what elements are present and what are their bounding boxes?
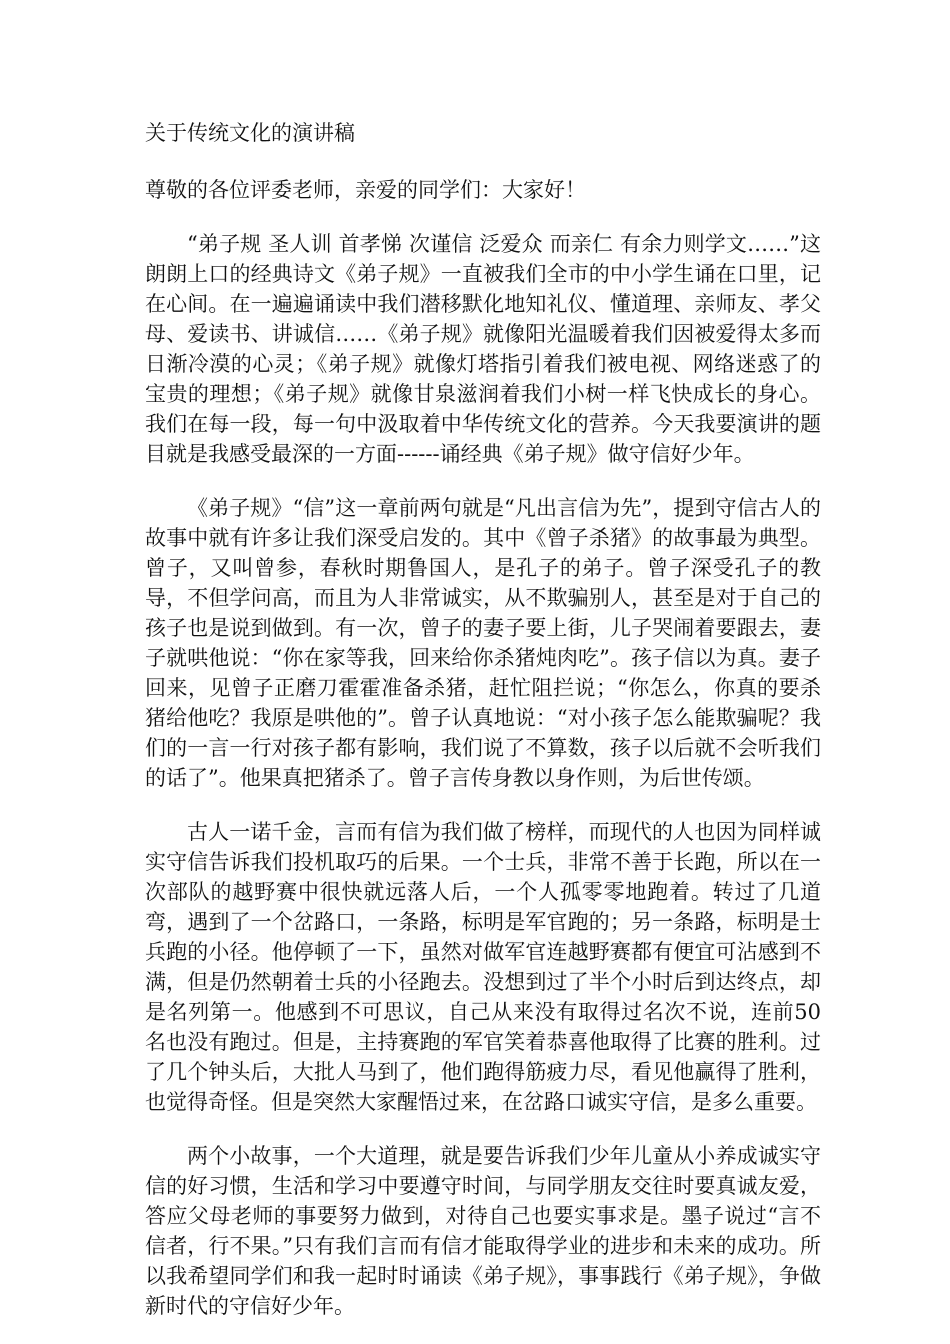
document-title: 关于传统文化的演讲稿 xyxy=(145,121,355,145)
document-page xyxy=(145,118,821,1321)
paragraph-3: 古人一诺千金，言而有信为我们做了榜样，而现代的人也因为同样诚实守信告诉我们投机取巧的后果。一个士兵，非常不善于长跑，所以在一次部队的越野赛中很快就远落人后，一个人孤零零地跑着。转过了几道弯，遇到了一个岔路口，一条路，标明是军官跑的；另一条路，标明是士兵跑的小径。他停顿了一下，虽然对做军官连越野赛都有便宜可沾感到不满，但是仍然朝着士兵的小径跑去。没想到过了半个小时后到达终点，却是名列第一。他感到不可思议，自己从来没有取得过名次不说，连前50名也没有跑过。但是，主持赛跑的军官笑着恭喜他取得了比赛的胜利。过了几个钟头后，大批人马到了，他们跑得筋疲力尽，看见他赢得了胜利，也觉得奇怪。但是突然大家醒悟过来，在岔路口诚实守信，是多么重要。 xyxy=(145,820,821,1114)
paragraph-1: “弟子规 圣人训 首孝悌 次谨信 泛爱众 而亲仁 有余力则学文……”这朗朗上口的经典诗文《弟子规》一直被我们全市的中小学生诵在口里，记在心间。在一遍遍诵读中我们潜移默化地知礼仪、懂道理、亲师友、孝父母、爱读书、讲诚信……《弟子规》就像阳光温暖着我们因被爱得太多而日渐冷漠的心灵；《弟子规》就像灯塔指引着我们被电视、网络迷惑了的宝贵的理想；《弟子规》就像甘泉滋润着我们小树一样飞快成长的身心。我们在每一段，每一句中汲取着中华传统文化的营养。今天我要演讲的题目就是我感受最深的一方面------诵经典《弟子规》做守信好少年。 xyxy=(145,232,821,466)
greeting-line: 尊敬的各位评委老师，亲爱的同学们：大家好！ xyxy=(145,178,586,202)
paragraph-2: 《弟子规》“信”这一章前两句就是“凡出言信为先”，提到守信古人的故事中就有许多让我们深受启发的。其中《曾子杀猪》的故事最为典型。曾子，又叫曾参，春秋时期鲁国人，是孔子的弟子。曾子深受孔子的教导，不但学问高，而且为人非常诚实，从不欺骗别人，甚至是对于自己的孩子也是说到做到。有一次，曾子的妻子要上街，儿子哭闹着要跟去，妻子就哄他说：“你在家等我，回来给你杀猪炖肉吃”。孩子信以为真。妻子回来，见曾子正磨刀霍霍准备杀猪，赶忙阻拦说；“你怎么，你真的要杀猪给他吃？我原是哄他的”。曾子认真地说：“对小孩子怎么能欺骗呢？我们的一言一行对孩子都有影响，我们说了不算数，孩子以后就不会听我们的话了”。他果真把猪杀了。曾子言传身教以身作则，为后世传颂。 xyxy=(145,496,821,790)
paragraph-4: 两个小故事，一个大道理，就是要告诉我们少年儿童从小养成诚实守信的好习惯，生活和学习中要遵守时间，与同学朋友交往时要真诚友爱，答应父母老师的事要努力做到，对待自己也要实事求是。墨子说过“言不信者，行不果。”只有我们言而有信才能取得学业的进步和未来的成功。所以我希望同学们和我一起时时诵读《弟子规》，事事践行《弟子规》，争做新时代的守信好少年。 xyxy=(145,1144,821,1318)
